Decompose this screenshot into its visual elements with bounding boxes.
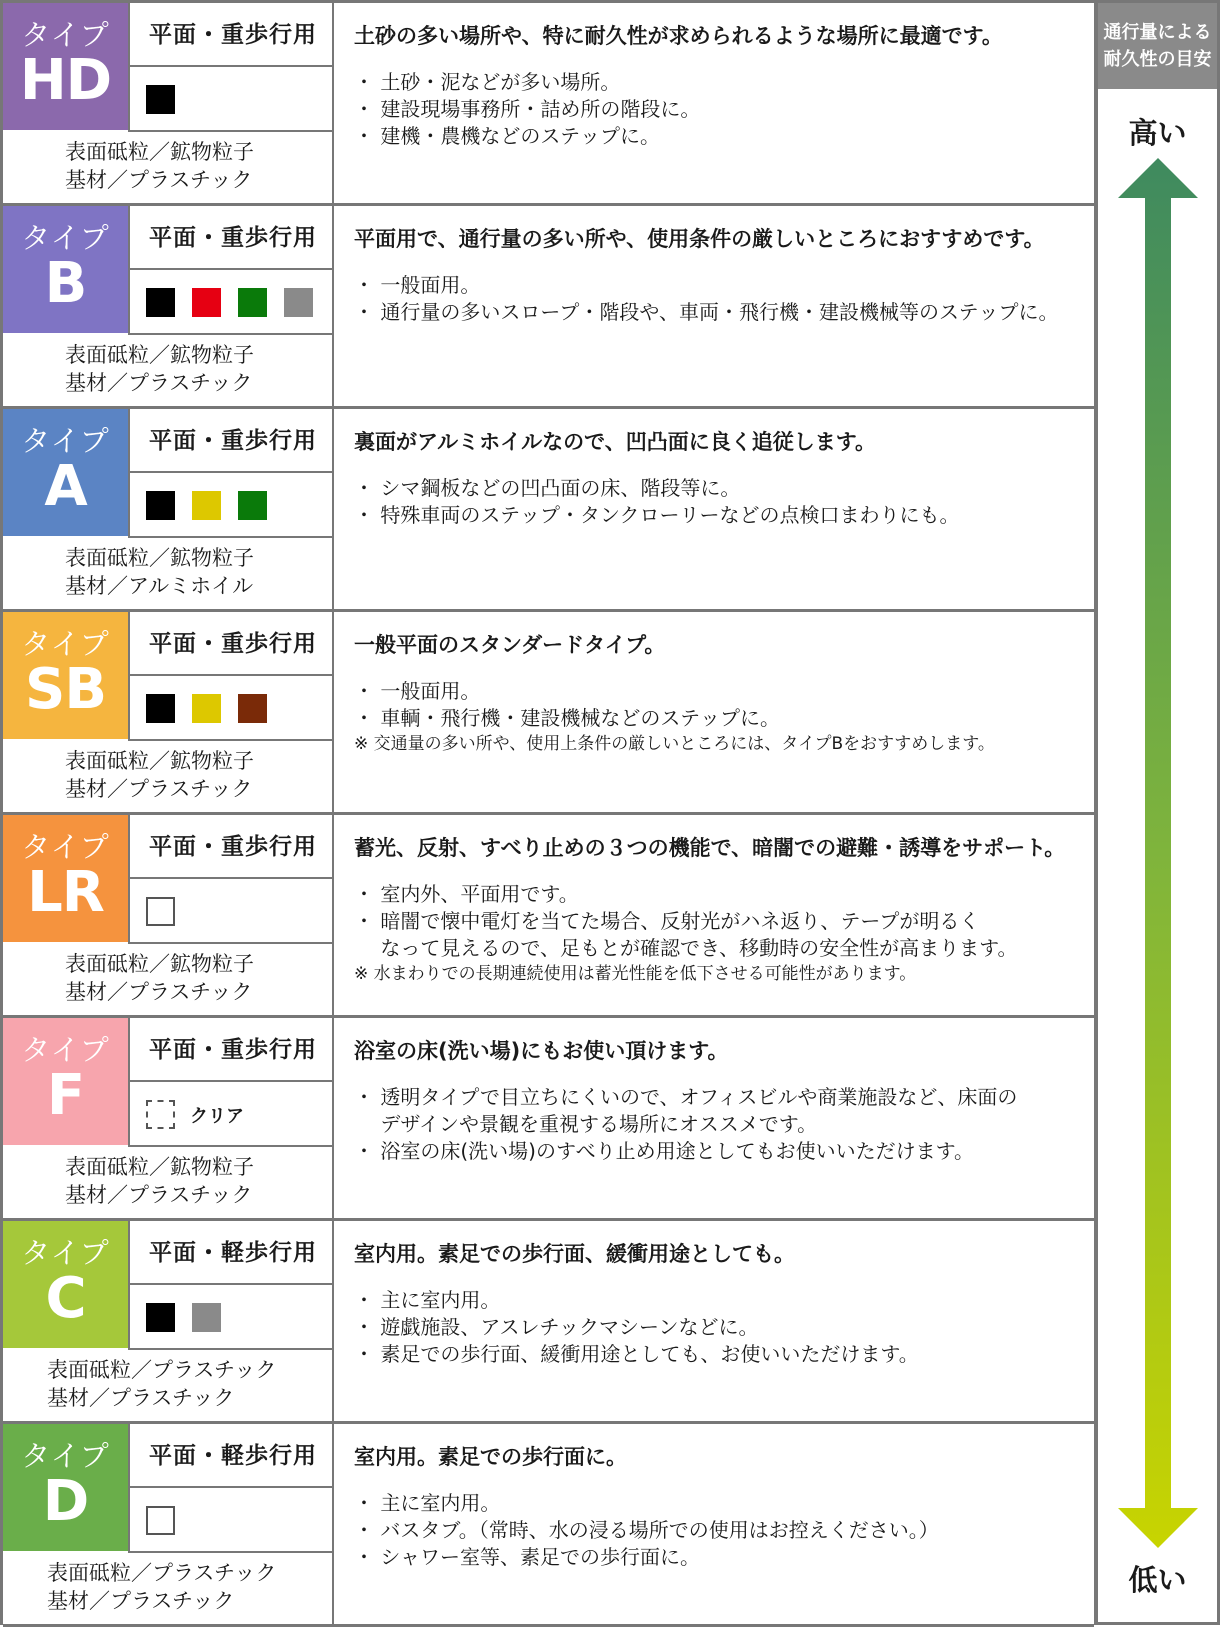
color-options: [128, 473, 334, 538]
description-headline: 室内用。素足での歩行面、緩衝用途としても。: [354, 1242, 795, 1266]
color-options: [128, 67, 334, 132]
description-line: ・ シマ鋼板などの凹凸面の床、階段等に。: [354, 476, 741, 500]
color-swatch-white: [146, 1506, 175, 1535]
material-base: 基材／プラスチック: [47, 1386, 235, 1410]
material-surface: 表面砥粒／プラスチック: [47, 1358, 277, 1382]
description-line: ・ 素足での歩行面、緩衝用途としても、お使いいただけます。: [354, 1342, 919, 1366]
type-row: [3, 815, 1094, 1018]
material-cell: [3, 1553, 334, 1624]
type-label: タイプ: [21, 627, 110, 661]
type-code: A: [44, 454, 87, 519]
material-surface: 表面砥粒／鉱物粒子: [65, 140, 254, 164]
color-swatch: [192, 694, 221, 723]
usage-cell: 平面・重歩行用: [128, 409, 334, 473]
type-row: [3, 409, 1094, 612]
type-badge: [3, 612, 128, 739]
description-line: ・ 建設現場事務所・詰め所の階段に。: [354, 97, 701, 121]
material-surface: 表面砥粒／プラスチック: [47, 1561, 277, 1585]
description-line: ・ 一般面用。: [354, 679, 481, 703]
description-line: ・ 建機・農機などのステップに。: [354, 124, 660, 148]
type-badge: [3, 3, 128, 130]
color-swatch: [146, 1303, 175, 1332]
color-options: [128, 1488, 334, 1553]
material-surface: 表面砥粒／鉱物粒子: [65, 749, 254, 773]
description-line: ・ 遊戯施設、アスレチックマシーンなどに。: [354, 1315, 759, 1339]
type-label: タイプ: [21, 424, 110, 458]
type-label: タイプ: [21, 1439, 110, 1473]
material-cell: [3, 538, 334, 609]
color-options: [128, 1082, 334, 1147]
type-code: F: [46, 1063, 85, 1128]
description-line: なって見えるので、足もとが確認でき、移動時の安全性が高まります。: [354, 936, 1018, 960]
usage-cell: 平面・重歩行用: [128, 1018, 334, 1082]
type-badge: [3, 1018, 128, 1145]
type-row: [3, 612, 1094, 815]
color-options: [128, 676, 334, 741]
type-label: タイプ: [21, 221, 110, 255]
material-cell: [3, 132, 334, 203]
type-code: HD: [19, 48, 112, 113]
type-badge: [3, 206, 128, 333]
description-cell: [334, 1018, 1094, 1218]
type-code: C: [45, 1266, 86, 1331]
type-row: [3, 1018, 1094, 1221]
durability-scale-header-line1: 通行量による: [1103, 22, 1212, 43]
usage-cell: 平面・重歩行用: [128, 815, 334, 879]
color-options: [128, 1285, 334, 1350]
usage-cell: 平面・重歩行用: [128, 612, 334, 676]
material-base: 基材／アルミホイル: [65, 574, 254, 598]
description-cell: [334, 815, 1094, 1015]
type-label: タイプ: [21, 1033, 110, 1067]
description-cell: [334, 409, 1094, 609]
material-cell: [3, 335, 334, 406]
color-swatch: [192, 288, 221, 317]
material-cell: [3, 1147, 334, 1218]
type-badge: [3, 409, 128, 536]
description-line: ・ シャワー室等、素足での歩行面に。: [354, 1545, 700, 1569]
description-cell: [334, 1424, 1094, 1624]
color-swatch: [146, 694, 175, 723]
color-swatch-white: [146, 897, 175, 926]
usage-cell: 平面・重歩行用: [128, 206, 334, 270]
description-cell: [334, 612, 1094, 812]
material-base: 基材／プラスチック: [65, 168, 253, 192]
durability-scale-header-line2: 耐久性の目安: [1103, 49, 1212, 70]
description-headline: 室内用。素足での歩行面に。: [354, 1445, 627, 1469]
description-cell: [334, 1221, 1094, 1421]
type-code: D: [42, 1469, 89, 1534]
description-note: ※ 水まわりでの長期連続使用は蓄光性能を低下させる可能性があります。: [354, 964, 917, 984]
description-line: ・ 主に室内用。: [354, 1288, 501, 1312]
description-note: ※ 交通量の多い所や、使用上条件の厳しいところには、タイプBをおすすめします。: [354, 734, 995, 754]
double-arrow-icon: [1118, 158, 1198, 1548]
description-line: ・ 透明タイプで目立ちにくいので、オフィスビルや商業施設など、床面の: [354, 1085, 1018, 1109]
description-line: ・ 暗闇で懐中電灯を当てた場合、反射光がハネ返り、テープが明るく: [354, 909, 980, 933]
type-label: タイプ: [21, 18, 110, 52]
color-swatch: [146, 288, 175, 317]
color-options: [128, 879, 334, 944]
description-line: デザインや景観を重視する場所にオススメです。: [354, 1112, 818, 1136]
material-base: 基材／プラスチック: [65, 1183, 253, 1207]
color-options: [128, 270, 334, 335]
material-cell: [3, 1350, 334, 1421]
type-row: [3, 3, 1094, 206]
description-line: ・ 車輌・飛行機・建設機械などのステップに。: [354, 706, 780, 730]
color-swatch: [284, 288, 313, 317]
type-badge: [3, 1221, 128, 1348]
description-headline: 蓄光、反射、すべり止めの３つの機能で、暗闇での避難・誘導をサポート。: [354, 836, 1066, 860]
clear-label: クリア: [190, 1106, 244, 1127]
type-badge: [3, 815, 128, 942]
description-cell: [334, 3, 1094, 203]
durability-scale-header: [1098, 3, 1217, 89]
material-surface: 表面砥粒／鉱物粒子: [65, 343, 254, 367]
color-swatch: [146, 85, 175, 114]
type-row: [3, 206, 1094, 409]
material-base: 基材／プラスチック: [65, 980, 253, 1004]
description-line: ・ バスタブ。（常時、水の浸る場所での使用はお控えください。）: [354, 1518, 939, 1542]
material-base: 基材／プラスチック: [47, 1589, 235, 1613]
type-row: [3, 1424, 1094, 1627]
type-badge: [3, 1424, 128, 1551]
material-base: 基材／プラスチック: [65, 371, 253, 395]
description-line: ・ 一般面用。: [354, 273, 481, 297]
material-cell: [3, 741, 334, 812]
type-row: [3, 1221, 1094, 1424]
description-headline: 土砂の多い場所や、特に耐久性が求められるような場所に最適です。: [354, 24, 1003, 48]
usage-cell: 平面・軽歩行用: [128, 1424, 334, 1488]
description-line: ・ 主に室内用。: [354, 1491, 501, 1515]
material-surface: 表面砥粒／鉱物粒子: [65, 546, 254, 570]
color-swatch: [192, 491, 221, 520]
color-swatch: [146, 491, 175, 520]
description-line: ・ 浴室の床(洗い場)のすべり止め用途としてもお使いいただけます。: [354, 1139, 974, 1163]
type-label: タイプ: [21, 830, 110, 864]
low-label: 低い: [1128, 1563, 1187, 1597]
description-line: ・ 室内外、平面用です。: [354, 882, 579, 906]
type-code: LR: [27, 860, 104, 925]
description-line: ・ 通行量の多いスロープ・階段や、車両・飛行機・建設機械等のステップに。: [354, 300, 1059, 324]
durability-scale: [1095, 0, 1220, 1625]
description-headline: 一般平面のスタンダードタイプ。: [354, 633, 666, 657]
type-label: タイプ: [21, 1236, 110, 1270]
type-code: B: [44, 251, 87, 316]
material-surface: 表面砥粒／鉱物粒子: [65, 1155, 254, 1179]
material-cell: [3, 944, 334, 1015]
description-cell: [334, 206, 1094, 406]
color-swatch: [238, 694, 267, 723]
material-surface: 表面砥粒／鉱物粒子: [65, 952, 254, 976]
description-headline: 裏面がアルミホイルなので、凹凸面に良く追従します。: [354, 430, 877, 454]
color-swatch-clear: [146, 1100, 175, 1129]
usage-cell: 平面・軽歩行用: [128, 1221, 334, 1285]
description-line: ・ 土砂・泥などが多い場所。: [354, 70, 621, 94]
description-headline: 浴室の床(洗い場)にもお使い頂けます。: [354, 1039, 729, 1063]
color-swatch: [238, 491, 267, 520]
description-line: ・ 特殊車両のステップ・タンクローリーなどの点検口まわりにも。: [354, 503, 960, 527]
color-swatch: [238, 288, 267, 317]
high-label: 高い: [1128, 116, 1187, 150]
description-headline: 平面用で、通行量の多い所や、使用条件の厳しいところにおすすめです。: [354, 227, 1045, 251]
color-swatch: [192, 1303, 221, 1332]
material-base: 基材／プラスチック: [65, 777, 253, 801]
usage-cell: 平面・重歩行用: [128, 3, 334, 67]
type-code: SB: [24, 657, 106, 722]
